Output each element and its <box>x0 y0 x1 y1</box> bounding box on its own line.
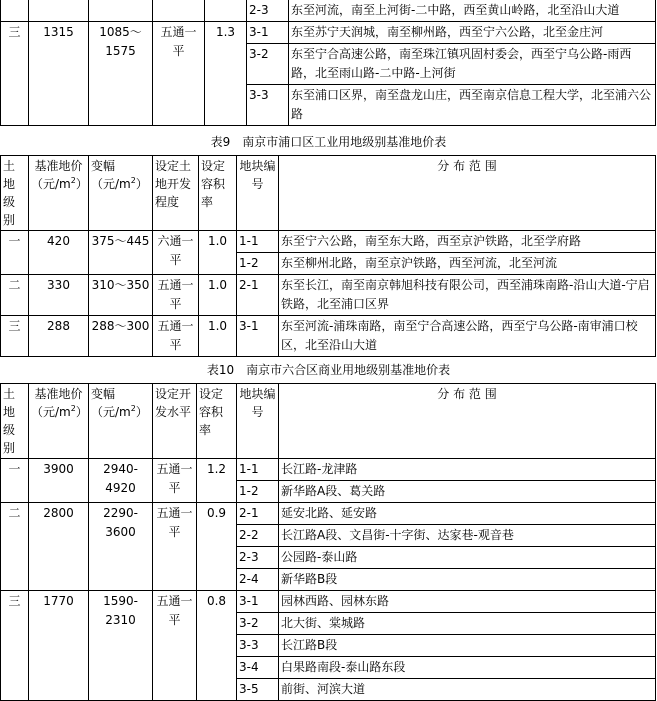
header-far: 设定容积率 <box>197 384 237 459</box>
dev-cell: 六通一平 <box>153 231 199 275</box>
parcel-code-cell: 1-2 <box>237 481 279 503</box>
far-cell: 0.9 <box>197 503 237 591</box>
far-cell: 1.2 <box>197 459 237 503</box>
header-level: 土地级别 <box>1 156 29 231</box>
distribution-cell: 东至浦口区界，南至盘龙山庄，西至南京信息工程大学，北至浦六公路 <box>289 85 656 126</box>
parcel-code-cell: 3-2 <box>237 613 279 635</box>
level-cell: 二 <box>1 503 29 591</box>
parcel-code-cell: 2-1 <box>237 275 279 316</box>
parcel-code-cell: 3-2 <box>247 44 289 85</box>
parcel-code-cell: 3-1 <box>237 316 279 357</box>
table10 <box>0 383 656 701</box>
price-cell: 1315 <box>29 22 89 126</box>
range-cell: 1085～1575 <box>89 22 153 126</box>
far-cell: 1.0 <box>199 231 237 275</box>
level-cell <box>1 0 29 22</box>
parcel-code-cell: 3-4 <box>237 657 279 679</box>
distribution-cell: 长江路B段 <box>279 635 656 657</box>
distribution-cell: 东至柳州北路，南至京沪铁路，西至河流，北至河流 <box>279 253 656 275</box>
header-development: 设定土地开发程度 <box>153 156 199 231</box>
parcel-code-cell: 3-1 <box>247 22 289 44</box>
price-cell: 2800 <box>29 503 89 591</box>
parcel-code-cell: 3-5 <box>237 679 279 701</box>
table9 <box>0 155 656 357</box>
distribution-cell: 长江路A段、文昌街-十字街、达家巷-观音巷 <box>279 525 656 547</box>
dev-cell: 五通一平 <box>153 459 197 503</box>
header-row <box>1 384 656 459</box>
price-cell: 1770 <box>29 591 89 701</box>
top-table <box>0 0 656 126</box>
header-far: 设定容积率 <box>199 156 237 231</box>
far-cell: 1.0 <box>199 316 237 357</box>
price-cell: 420 <box>29 231 89 275</box>
parcel-code-cell: 2-4 <box>237 569 279 591</box>
table-row <box>1 275 656 316</box>
far-cell <box>205 0 247 22</box>
parcel-code-cell: 1-1 <box>237 459 279 481</box>
parcel-code-cell: 2-3 <box>247 0 289 22</box>
range-cell: 2290-3600 <box>89 503 153 591</box>
far-cell: 0.8 <box>197 591 237 701</box>
parcel-code-cell: 3-1 <box>237 591 279 613</box>
header-price: 基准地价 （元$/m^2$） <box>29 156 89 231</box>
dev-cell: 五通一平 <box>153 316 199 357</box>
table-row <box>1 0 656 22</box>
price-cell: 3900 <box>29 459 89 503</box>
header-distribution: 分 布 范 围 <box>279 384 656 459</box>
parcel-code-cell: 1-1 <box>237 231 279 253</box>
table-row <box>1 503 656 525</box>
price-cell: 288 <box>29 316 89 357</box>
range-cell: 2940-4920 <box>89 459 153 503</box>
range-cell: 288～300 <box>89 316 153 357</box>
price-cell: 330 <box>29 275 89 316</box>
table9-caption: 表9 南京市浦口区工业用地级别基准地价表 <box>210 135 447 149</box>
price-cell <box>29 0 89 22</box>
dev-cell: 五通一平 <box>153 503 197 591</box>
distribution-cell: 前街、河滨大道 <box>279 679 656 701</box>
header-distribution: 分 布 范 围 <box>279 156 656 231</box>
dev-cell: 五通一平 <box>153 591 197 701</box>
table-row <box>1 459 656 481</box>
level-cell: 三 <box>1 22 29 126</box>
far-cell: 1.0 <box>199 275 237 316</box>
level-cell: 一 <box>1 231 29 275</box>
parcel-code-cell: 2-1 <box>237 503 279 525</box>
parcel-code-cell: 3-3 <box>237 635 279 657</box>
distribution-cell: 北大街、棠城路 <box>279 613 656 635</box>
distribution-cell: 白果路南段-泰山路东段 <box>279 657 656 679</box>
header-range: 变幅 （元$/m^2$） <box>89 384 153 459</box>
table-row <box>1 22 656 44</box>
range-cell: 310～350 <box>89 275 153 316</box>
range-cell: 1590-2310 <box>89 591 153 701</box>
table10-caption: 表10 南京市六合区商业用地级别基准地价表 <box>206 363 451 377</box>
header-code: 地块编号 <box>237 156 279 231</box>
distribution-cell: 园林西路、园林东路 <box>279 591 656 613</box>
parcel-code-cell: 2-3 <box>237 547 279 569</box>
level-cell: 二 <box>1 275 29 316</box>
parcel-code-cell: 2-2 <box>237 525 279 547</box>
distribution-cell: 长江路-龙津路 <box>279 459 656 481</box>
dev-cell: 五通一平 <box>153 275 199 316</box>
parcel-code-cell: 1-2 <box>237 253 279 275</box>
table-row <box>1 591 656 613</box>
range-cell <box>89 0 153 22</box>
header-code: 地块编号 <box>237 384 279 459</box>
dev-cell: 五通一平 <box>153 22 205 126</box>
distribution-cell: 公园路-泰山路 <box>279 547 656 569</box>
distribution-cell: 东至长江，南至南京韩旭科技有限公司，西至浦珠南路-沿山大道-宁启铁路，北至浦口区界 <box>279 275 656 316</box>
level-cell: 三 <box>1 316 29 357</box>
distribution-cell: 新华路B段 <box>279 569 656 591</box>
dev-cell <box>153 0 205 22</box>
level-cell: 三 <box>1 591 29 701</box>
header-range: 变幅 （元$/m^2$） <box>89 156 153 231</box>
distribution-cell: 东至河流-浦珠南路，南至宁合高速公路，西至宁乌公路-南审浦口校区，北至沿山大道 <box>279 316 656 357</box>
table-row <box>1 316 656 357</box>
parcel-code-cell: 3-3 <box>247 85 289 126</box>
distribution-cell: 东至宁六公路，南至东大路，西至京沪铁路，北至学府路 <box>279 231 656 253</box>
header-price: 基准地价 （元$/m^2$） <box>29 384 89 459</box>
far-cell: 1.3 <box>205 22 247 126</box>
header-level: 土地级别 <box>1 384 29 459</box>
distribution-cell: 东至苏宁天润城，南至柳州路，西至宁六公路，北至金庄河 <box>289 22 656 44</box>
table-row <box>1 231 656 253</box>
distribution-cell: 东至宁合高速公路，南至珠江镇巩固村委会，西至宁乌公路-雨西路，北至雨山路-二中路-上河街 <box>289 44 656 85</box>
distribution-cell: 延安北路、延安路 <box>279 503 656 525</box>
distribution-cell: 东至河流，南至上河街-二中路，西至黄山岭路，北至沿山大道 <box>289 0 656 22</box>
range-cell: 375～445 <box>89 231 153 275</box>
header-row <box>1 156 656 231</box>
distribution-cell: 新华路A段、葛关路 <box>279 481 656 503</box>
level-cell: 一 <box>1 459 29 503</box>
header-development: 设定开发水平 <box>153 384 197 459</box>
